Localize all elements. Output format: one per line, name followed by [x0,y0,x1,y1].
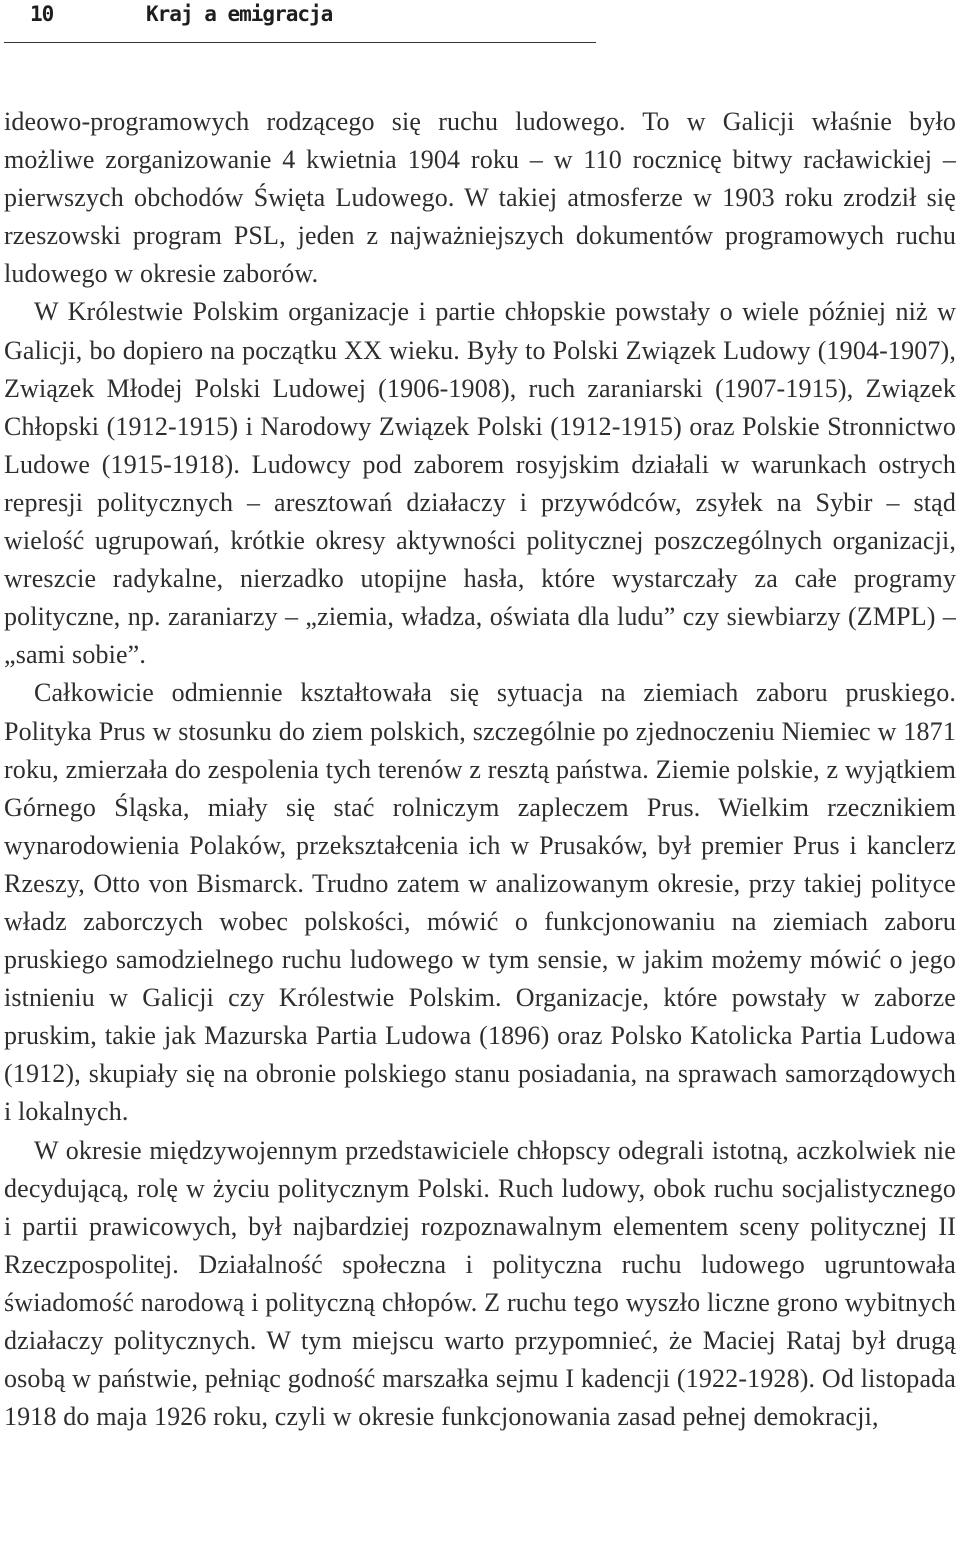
paragraph-4: W okresie międzywojennym przedstawiciele chłopscy odegrali istotną, aczkolwiek nie decydującą, rolę w życiu politycznym Polski. Ruch ludowy, obok ruchu socjalistycznego i partii prawicowych, był najbardziej rozpoznawalnym elementem sceny politycznej II Rzeczpospolitej. Działalność społeczna i polityczna ruchu ludowego ugruntowała świadomość narodową i polityczną chłopów. Z ruchu tego wyszło liczne grono wybitnych działaczy politycznych. W tym miejscu warto przypomnieć, że Maciej Rataj był drugą osobą w państwie, pełniąc godność marszałka sejmu I kadencji (1922-1928). Od listopada 1918 do maja 1926 roku, czyli w okresie funkcjonowania zasad pełnej demokracji, [4,1135,956,1432]
paragraph-2: W Królestwie Polskim organizacje i partie chłopskie powstały o wiele później niż w Galicji, bo dopiero na początku XX wieku. Były to Polski Związek Ludowy (1904-1907), Związek Młodej Polski Ludowej (1906-1908), ruch zaraniarski (1907-1915), Związek Chłopski (1912-1915) i Narodowy Związek Polski (1912-1915) oraz Polskie Stronnictwo Ludowe (1915-1918). Ludowcy pod zaborem rosyjskim działali w warunkach ostrych represji politycznych – aresztowań działaczy i przywódców, zsyłek na Sybir – stąd wielość ugrupowań, krótkie okresy aktywności politycznej poszczególnych organizacji, wreszcie radykalne, nierzadko utopijne hasła, które wystarczały za całe programy polityczne, np. zaraniarzy – „ziemia, władza, oświata dla ludu” czy siewbiarzy (ZMPL) – „sami sobie”. [4,297,956,670]
page-header [0,0,960,50]
running-title: Kraj a emigracja [146,2,333,26]
paragraph-3: Całkowicie odmiennie kształtowała się sytuacja na ziemiach zaboru pruskiego. Polityka Prus w stosunku do ziem polskich, szczególnie po zjednoczeniu Niemiec w 1871 roku, zmierzała do zespolenia tych terenów z resztą państwa. Ziemie polskie, z wyjątkiem Górnego Śląska, miały się stać rolniczym zapleczem Prus. Wielkim rzecznikiem wynarodowienia Polaków, przekształcenia ich w Prusaków, był premier Prus i kanclerz Rzeszy, Otto von Bismarck. Trudno zatem w analizowanym okresie, przy takiej polityce władz zaborczych wobec polskości, mówić o funkcjonowaniu na ziemiach zaboru pruskiego samodzielnego ruchu ludowego w tym sensie, w jakim możemy mówić o jego istnieniu w Galicji czy Królestwie Polskim. Organizacje, które powstały w zaborze pruskim, takie jak Mazurska Partia Ludowa (1896) oraz Polsko Katolicka Partia Ludowa (1912), skupiały się na obronie polskiego stanu posiadania, na sprawach samorządowych i lokalnych. [4,678,956,1127]
paragraph-1: ideowo-programowych rodzącego się ruchu ludowego. To w Galicji właśnie było możliwe zorganizowanie 4 kwietnia 1904 roku – w 110 rocznicę bitwy racławickiej – pierwszych obchodów Święta Ludowego. W takiej atmosferze w 1903 roku zrodził się rzeszowski program PSL, jeden z najważniejszych dokumentów programowych ruchu ludowego w okresie zaborów. [4,107,956,289]
body-text [4,103,956,1436]
header-rule [4,42,596,43]
page-number: 10 [30,2,54,26]
